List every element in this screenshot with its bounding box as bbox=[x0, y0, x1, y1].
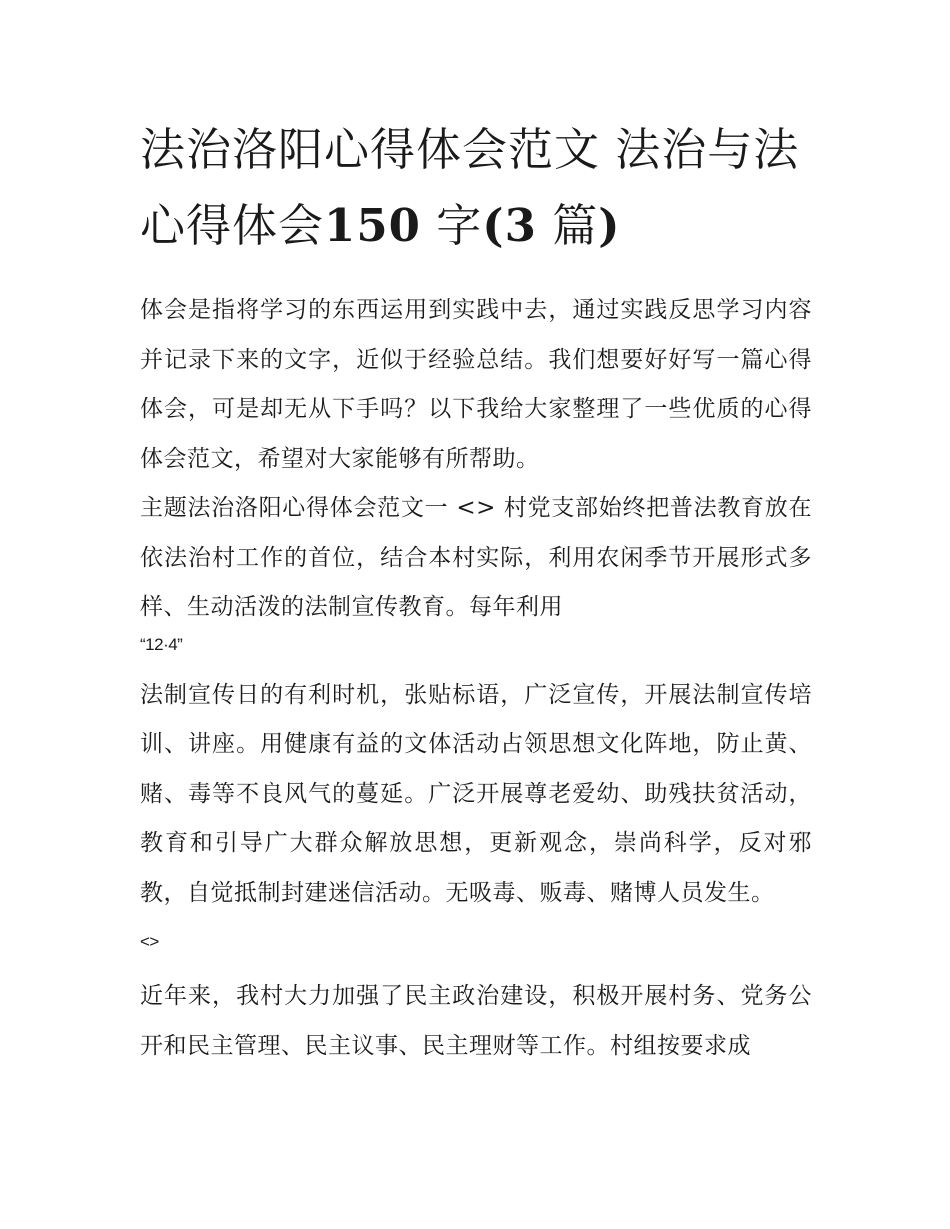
intro-paragraph: 体会是指将学习的东西运用到实践中去，通过实践反思学习内容并记录下来的文字，近似于经验总结。我们想要好好写一篇心得体会，可是却无从下手吗？以下我给大家整理了一些优质的心得体会范文，希望对大家能够有所帮助。 bbox=[140, 297, 812, 472]
page-title bbox=[140, 112, 812, 264]
title-unit: 字 bbox=[436, 199, 483, 252]
document-page bbox=[140, 112, 812, 1071]
title-number: 150 bbox=[324, 199, 421, 252]
paragraph-legal-publicity: 法制宣传日的有利时机，张贴标语，广泛宣传，开展法制宣传培训、讲座。用健康有益的文体活动占领思想文化阵地，防止黄、赌、毒等不良风气的蔓延。广泛开展尊老爱幼、助残扶贫活动，教育和引导广大群众解放思想，更新观念，崇尚科学，反对邪教，自觉抵制封建迷信活动。无吸毒、贩毒、赌博人员发生。 bbox=[140, 681, 812, 906]
quote-date-label: “12·4” bbox=[140, 634, 183, 654]
title-close: ) bbox=[598, 199, 621, 252]
title-text: 法治洛阳心得体会范文 法治与法心得体会 bbox=[140, 123, 800, 252]
paragraph-sample-one: 主题法治洛阳心得体会范文一 <> 村党支部始终把普法教育放在依法治村工作的首位，结合本村实际，利用农闲季节开展形式多样、生动活泼的法制宣传教育。每年利用 bbox=[140, 495, 812, 620]
paragraph-democracy: 近年来，我村大力加强了民主政治建设，积极开展村务、党务公开和民主管理、民主议事、民主理财等工作。村组按要求成 bbox=[140, 983, 812, 1059]
title-count: (3 bbox=[482, 199, 537, 252]
section-marker: <> bbox=[140, 932, 159, 951]
title-measure: 篇 bbox=[552, 199, 599, 252]
